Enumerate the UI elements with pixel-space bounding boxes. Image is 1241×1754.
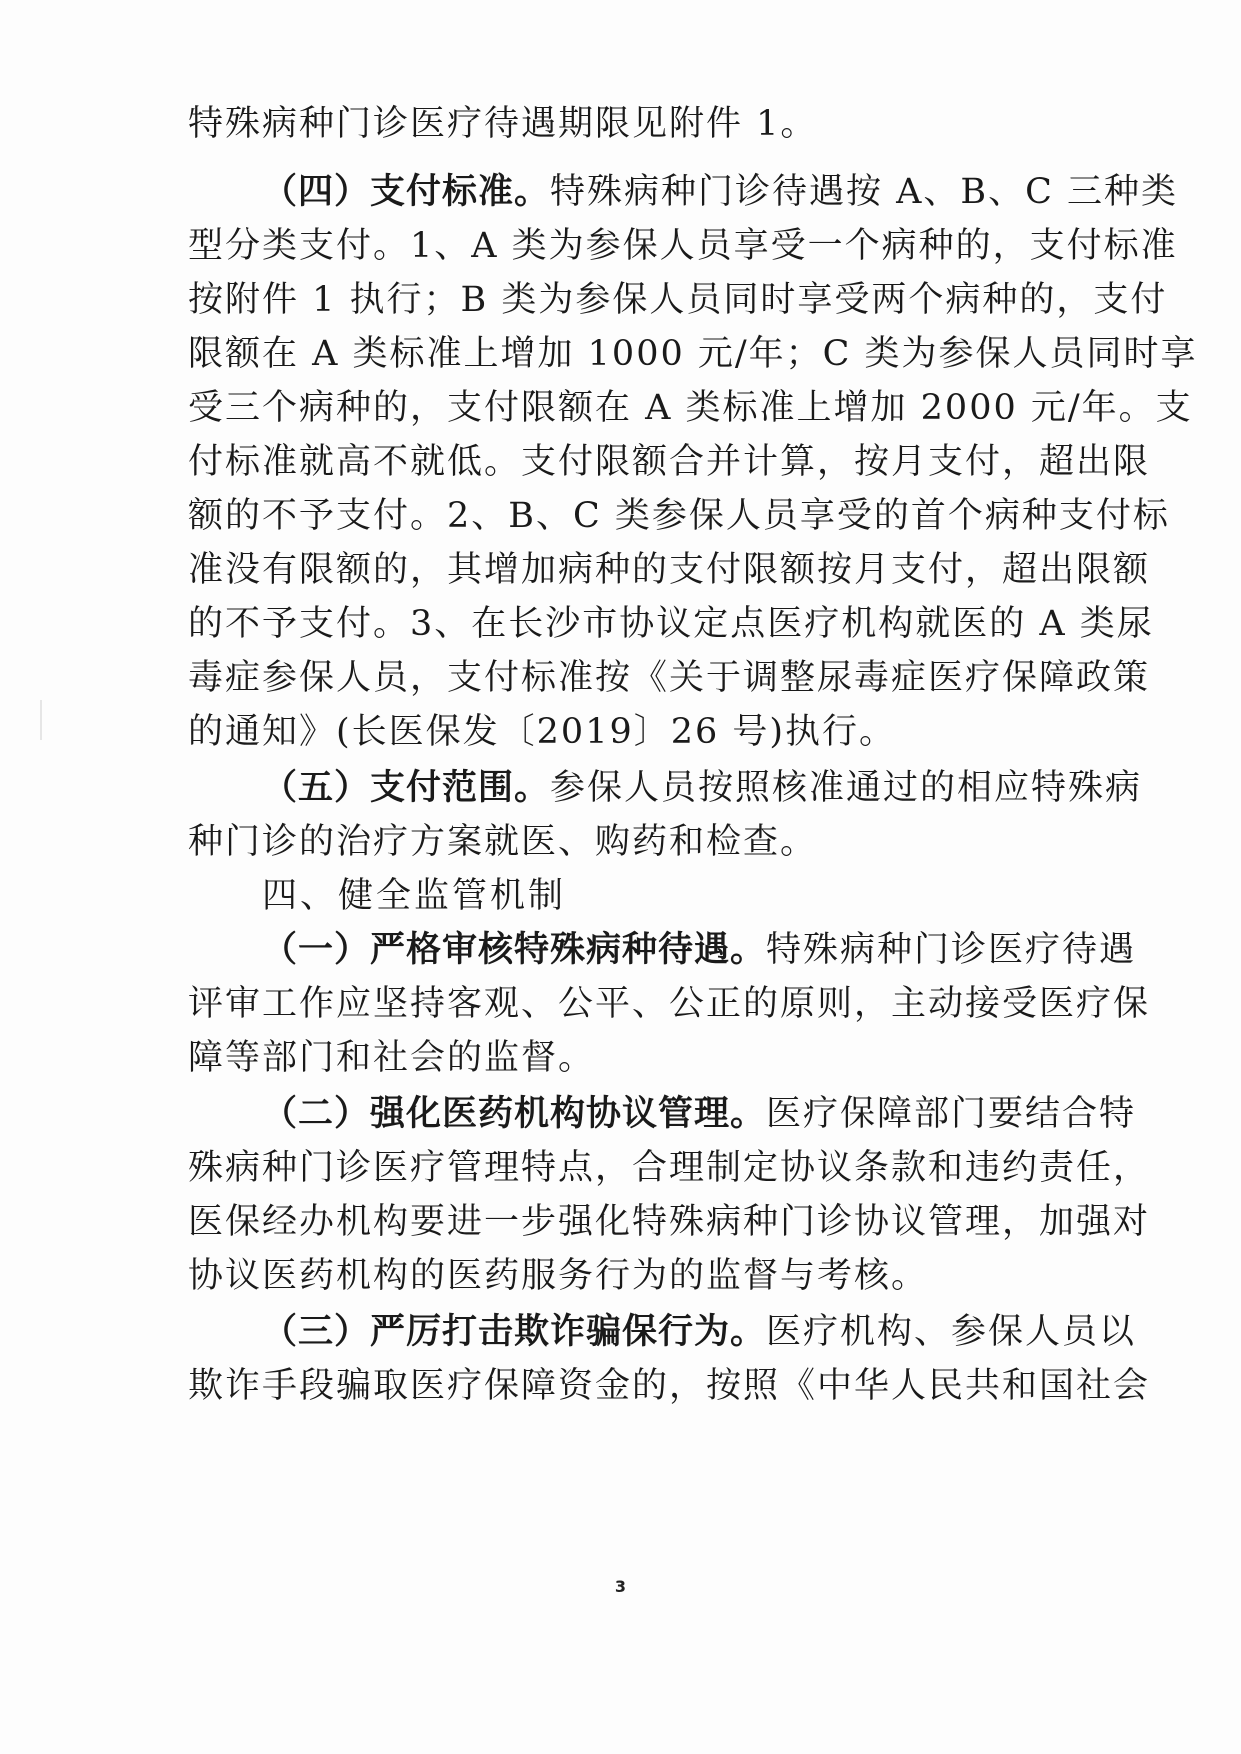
body-line [188, 984, 1150, 1024]
section-lead: （三）严厉打击欺诈骗保行为。 [262, 1312, 767, 1352]
line-text: 医保经办机构要进一步强化特殊病种门诊协议管理，加强对 [188, 1202, 1151, 1242]
line-text: 毒症参保人员，支付标准按《关于调整尿毒症医疗保障政策 [188, 658, 1151, 698]
section-lead: （一）严格审核特殊病种待遇。 [262, 930, 767, 970]
body-line [188, 1202, 1150, 1242]
line-text: 欺诈手段骗取医疗保障资金的，按照《中华人民共和国社会 [188, 1366, 1151, 1406]
line-text: 障等部门和社会的监督。 [188, 1038, 596, 1078]
body-line [188, 104, 817, 144]
body-line [188, 334, 1198, 374]
body-line [188, 496, 1170, 536]
paragraph-start [262, 930, 1136, 970]
line-text: 特殊病种门诊医疗待遇 [766, 930, 1137, 970]
body-line [188, 442, 1150, 482]
body-line [188, 822, 817, 862]
line-text: 评审工作应坚持客观、公平、公正的原则，主动接受医疗保 [188, 984, 1151, 1024]
body-line [188, 1148, 1150, 1188]
body-line [188, 388, 1193, 428]
paragraph-start [262, 172, 1178, 212]
page-number: 3 [614, 1577, 627, 1596]
section-lead: （四）支付标准。 [262, 172, 551, 212]
line-text: 按附件 1 执行；B 类为参保人员同时享受两个病种的，支付 [188, 280, 1168, 320]
section-lead: （五）支付范围。 [262, 768, 551, 808]
body-line [188, 658, 1150, 698]
body-line [188, 1038, 595, 1078]
scan-artifact [40, 700, 42, 740]
paragraph-start [262, 768, 1142, 808]
line-text: 协议医药机构的医药服务行为的监督与考核。 [188, 1256, 929, 1296]
paragraph-start [262, 1094, 1136, 1134]
section-heading [262, 876, 566, 916]
body-line [188, 280, 1167, 320]
line-text: 的通知》(长医保发〔2019〕26 号)执行。 [188, 712, 897, 752]
line-text: 付标准就高不就低。支付限额合并计算，按月支付，超出限 [188, 442, 1151, 482]
line-text: 额的不予支付。2、B、C 类参保人员享受的首个病种支付标 [188, 496, 1170, 536]
line-text: 参保人员按照核准通过的相应特殊病 [550, 768, 1143, 808]
body-line [188, 604, 1154, 644]
line-text: 受三个病种的，支付限额在 A 类标准上增加 2000 元/年。支 [188, 388, 1193, 428]
line-text: 特殊病种门诊医疗待遇期限见附件 1。 [188, 104, 818, 144]
heading-text: 四、健全监管机制 [262, 876, 567, 916]
body-line [188, 550, 1150, 590]
body-line [188, 1366, 1150, 1406]
line-text: 医疗保障部门要结合特 [766, 1094, 1137, 1134]
line-text: 准没有限额的，其增加病种的支付限额按月支付，超出限额 [188, 550, 1151, 590]
body-line [188, 1256, 928, 1296]
line-text: 特殊病种门诊待遇按 A、B、C 三种类 [550, 172, 1179, 212]
section-lead: （二）强化医药机构协议管理。 [262, 1094, 767, 1134]
body-line [188, 712, 896, 752]
paragraph-start [262, 1312, 1136, 1352]
line-text: 型分类支付。1、A 类为参保人员享受一个病种的，支付标准 [188, 226, 1178, 266]
line-text: 限额在 A 类标准上增加 1000 元/年；C 类为参保人员同时享 [188, 334, 1198, 374]
line-text: 殊病种门诊医疗管理特点，合理制定协议条款和违约责任， [188, 1148, 1151, 1188]
line-text: 医疗机构、参保人员以 [766, 1312, 1137, 1352]
line-text: 种门诊的治疗方案就医、购药和检查。 [188, 822, 818, 862]
line-text: 的不予支付。3、在长沙市协议定点医疗机构就医的 A 类尿 [188, 604, 1154, 644]
body-line [188, 226, 1178, 266]
